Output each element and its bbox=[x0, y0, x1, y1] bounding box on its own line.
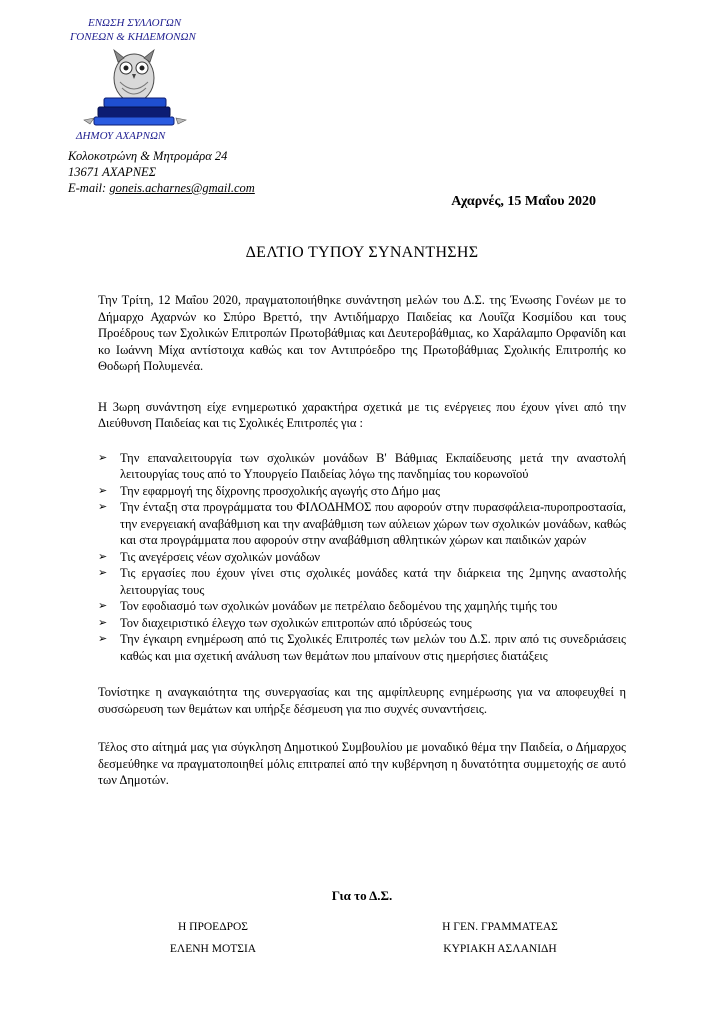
list-item bbox=[98, 499, 626, 549]
owl-icon bbox=[114, 50, 154, 102]
address-line-street: Κολοκοτρώνη & Μητρομάρα 24 bbox=[68, 149, 228, 163]
secretary-role: Η ΓΕΝ. ΓΡΑΜΜΑΤΕΑΣ bbox=[442, 921, 558, 933]
logo-text-bottom: ΔΗΜΟΥ ΑΧΑΡΝΩΝ bbox=[76, 130, 166, 142]
paragraph-council-request: Τέλος στο αίτημά μας για σύγκληση Δημοτικού Συμβουλίου με μοναδικό θέμα την Παιδεία, ο Δήμαρχος δεσμεύθηκε να πραγματοποιηθεί μόλις επιτραπεί από την κυβέρνηση η δυνατότητα συμμετοχής σε αυτό των Δημοτών. bbox=[98, 740, 626, 787]
list-item-text: Τον εφοδιασμό των σχολικών μονάδων με πετρέλαιο δεδομένου της χαμηλής τιμής του bbox=[120, 599, 558, 613]
arrow-bullet-icon: ➢ bbox=[98, 500, 108, 513]
list-item-text: Την επαναλειτουργία των σχολικών μονάδων Β' Βάθμιας Εκπαίδευσης μετά την αναστολή λειτουργίας τους από το Υπουργείο Παιδείας λόγω της πανδημίας του κορωνοϊού bbox=[120, 450, 626, 481]
logo-text-top-line2: ΓΟΝΕΩΝ & ΚΗΔΕΜΟΝΩΝ bbox=[70, 31, 196, 43]
list-item-text: Την ένταξη στα προγράμματα του ΦΙΛΟΔΗΜΟΣ που αφορούν στην πυρασφάλεια-πυροπροστασία, την ενεργειακή αναβάθμιση και την αναβάθμιση των αύλειων χώρων των σχολικών μονάδων, καθώς και στα προγράμματα που αφορούν στην αναβάθμιση αθλητικών χώρων και παιδικών χαρών bbox=[120, 500, 626, 547]
signature-secretary bbox=[420, 916, 580, 960]
list-item bbox=[98, 483, 626, 500]
list-item bbox=[98, 631, 626, 664]
secretary-name: ΚΥΡΙΑΚΗ ΑΣΛΑΝΙΔΗ bbox=[443, 943, 557, 955]
paragraph-meeting-purpose: Η 3ωρη συνάντηση είχε ενημερωτικό χαρακτήρα σχετικά με τις ενέργειες που έχουν γίνει από την Διεύθυνση Παιδείας και τις Σχολικές Επιτροπές για : bbox=[98, 399, 626, 430]
arrow-bullet-icon: ➢ bbox=[98, 615, 108, 629]
president-name: ΕΛΕΝΗ ΜΟΤΣΙΑ bbox=[169, 943, 257, 955]
document-body bbox=[98, 292, 626, 789]
list-item-text: Την εφαρμογή της δίχρονης προσχολικής αγωγής στο Δήμο μας bbox=[120, 483, 441, 498]
list-item bbox=[98, 565, 626, 598]
list-item bbox=[98, 598, 626, 615]
arrow-bullet-icon: ➢ bbox=[98, 450, 108, 464]
actions-list bbox=[98, 450, 626, 665]
association-logo bbox=[60, 12, 210, 144]
closing-line: Για το Δ.Σ. bbox=[331, 888, 393, 903]
owl-on-books-logo-icon bbox=[60, 12, 210, 144]
sender-address bbox=[68, 148, 255, 196]
document-date: Αχαρνές, 15 Μαΐου 2020 bbox=[451, 194, 596, 209]
list-item-text: Τις ανεγέρσεις νέων σχολικών μονάδων bbox=[120, 549, 321, 564]
email-label: E-mail: bbox=[68, 181, 110, 195]
arrow-bullet-icon: ➢ bbox=[98, 599, 108, 612]
arrow-bullet-icon: ➢ bbox=[98, 549, 108, 563]
president-role: Η ΠΡΟΕΔΡΟΣ bbox=[178, 921, 248, 933]
list-item-text: Την έγκαιρη ενημέρωση από τις Σχολικές Επιτροπές των μελών του Δ.Σ. πριν από τις συνεδριάσεις καθώς και μια σχετική ανάλυση των θεμάτων που μπαίνουν στις ημερήσιες διατάξεις bbox=[120, 632, 626, 663]
list-item-text: Τον διαχειριστικό έλεγχο των σχολικών επιτροπών από ιδρύσεώς τους bbox=[120, 615, 472, 630]
list-item-text: Τις εργασίες που έχουν γίνει στις σχολικές μονάδες κατά την διάρκεια της 2μηνης αναστολής λειτουργίας τους bbox=[120, 566, 626, 597]
document-title: ΔΕΛΤΙΟ ΤΥΠΟΥ ΣΥΝΑΝΤΗΣΗΣ bbox=[245, 244, 479, 261]
address-line-city: 13671 ΑΧΑΡΝΕΣ bbox=[68, 165, 157, 179]
arrow-bullet-icon: ➢ bbox=[98, 632, 108, 645]
email-line bbox=[68, 180, 255, 196]
list-item bbox=[98, 549, 626, 566]
logo-text-top-line1: ΕΝΩΣΗ ΣΥΛΛΟΓΩΝ bbox=[88, 17, 182, 29]
paragraph-cooperation: Τονίστηκε η αναγκαιότητα της συνεργασίας και της αμφίπλευρης ενημέρωσης για να αποφευχθεί η συσσώρευση των θεμάτων και υπήρξε δέσμευση για πιο συχνές συναντήσεις. bbox=[98, 685, 626, 716]
list-item bbox=[98, 615, 626, 632]
paragraph-meeting-summary: Την Τρίτη, 12 Μαΐου 2020, πραγματοποιήθηκε συνάντηση μελών του Δ.Σ. της Ένωσης Γονέων με το Δήμαρχο Αχαρνών κο Σπύρο Βρεττό, την Αντιδήμαρχο Παιδείας κα Λουΐζα Κοσμίδου και τους Προέδρους των Σχολικών Επιτροπών Πρωτοβάθμιας και Δευτεροβάθμιας, κο Χαράλαμπο Ορφανίδη και κο Ιωάννη Μίχα αντίστοιχα καθώς και τον Αντιπρόεδρο της Πρωτοβάθμιας Σχολικής Επιτροπής κο Θοδωρή Πολυμενέα. bbox=[98, 293, 626, 373]
list-item bbox=[98, 450, 626, 483]
arrow-bullet-icon: ➢ bbox=[98, 483, 108, 497]
books-icon bbox=[84, 98, 186, 125]
arrow-bullet-icon: ➢ bbox=[98, 566, 108, 579]
signature-president bbox=[148, 916, 278, 960]
email-link[interactable]: goneis.acharnes@gmail.com bbox=[109, 181, 255, 195]
